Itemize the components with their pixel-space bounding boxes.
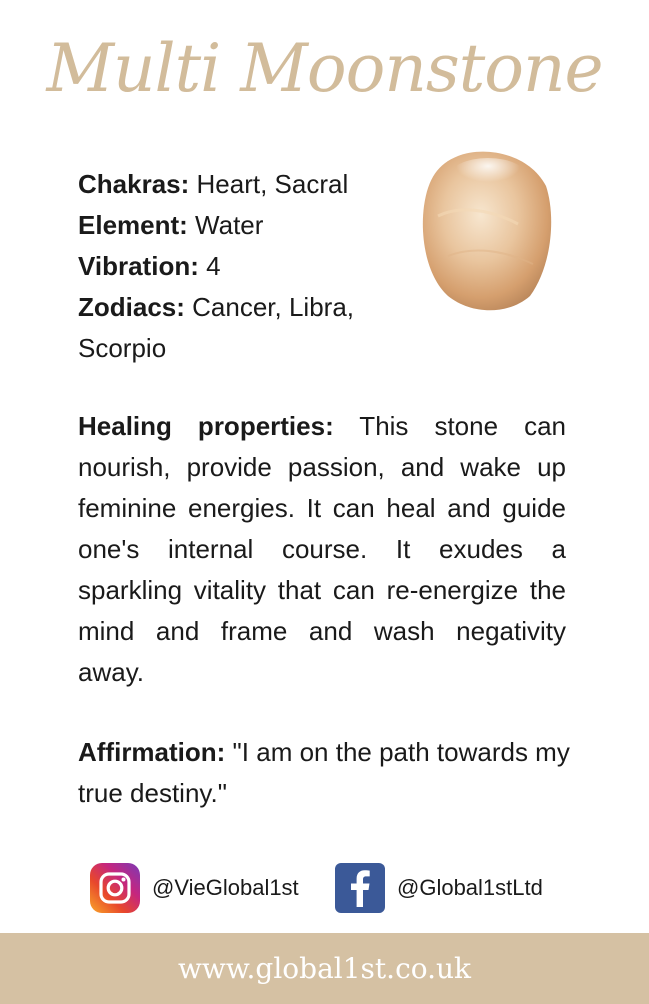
facebook-handle: @Global1stLtd bbox=[397, 875, 543, 900]
attribute-chakras bbox=[78, 164, 378, 205]
attribute-label: Zodiacs: bbox=[78, 292, 185, 322]
footer-band bbox=[0, 933, 649, 1004]
healing-text: This stone can nourish, provide passion, and wake up feminine energies. It can heal and guide one's internal course. It exudes a sparkling vitality that can re-energize the mind and frame and wash negativity away. bbox=[78, 411, 567, 687]
attribute-value: 4 bbox=[198, 251, 221, 281]
facebook-link[interactable] bbox=[335, 862, 543, 914]
attribute-label: Vibration: bbox=[78, 251, 199, 281]
instagram-handle: @VieGlobal1st bbox=[152, 875, 299, 900]
affirmation bbox=[78, 732, 578, 814]
website-link[interactable]: www.global1st.co.uk bbox=[177, 952, 472, 985]
attribute-label: Chakras: bbox=[78, 169, 190, 199]
attribute-label: Element: bbox=[78, 210, 188, 240]
healing-properties bbox=[78, 406, 566, 693]
attribute-element bbox=[78, 205, 378, 246]
attribute-value: Cancer, Libra, bbox=[184, 292, 355, 322]
attribute-zodiacs-continued: Scorpio bbox=[78, 333, 167, 363]
stone-attributes bbox=[78, 164, 378, 369]
moonstone-image bbox=[418, 146, 554, 314]
attribute-zodiacs bbox=[78, 287, 378, 328]
affirmation-label: Affirmation: bbox=[78, 737, 226, 767]
affirmation-text: "I am on the path towards my true destiny." bbox=[78, 737, 570, 808]
instagram-link[interactable] bbox=[90, 862, 299, 914]
healing-label: Healing properties: bbox=[78, 411, 334, 441]
attribute-value: Water bbox=[187, 210, 264, 240]
attribute-value: Heart, Sacral bbox=[189, 169, 349, 199]
facebook-icon bbox=[335, 863, 385, 913]
card-title: Multi Moonstone bbox=[46, 30, 603, 107]
instagram-icon bbox=[90, 863, 140, 913]
attribute-vibration bbox=[78, 246, 378, 287]
